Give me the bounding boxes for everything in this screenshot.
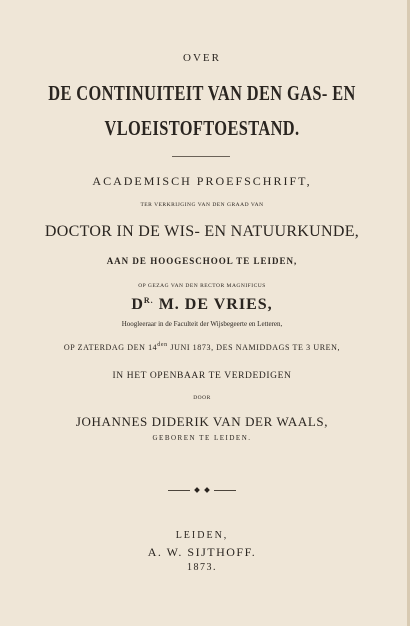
title-divider: [172, 156, 230, 157]
defense-line: IN HET OPENBAAR TE VERDEDIGEN: [112, 371, 292, 381]
defense-date: [0, 342, 404, 352]
ornament-line-right: [214, 490, 236, 491]
university: AAN DE HOOGESCHOOL TE LEIDEN,: [106, 256, 298, 266]
ornament-diamond-right: [204, 487, 210, 493]
authority: OP GEZAG VAN DEN RECTOR MAGNIFICUS: [138, 283, 266, 289]
ornament-divider: [0, 481, 404, 499]
imprint-city: LEIDEN,: [175, 530, 229, 541]
imprint-publisher: A. W. SIJTHOFF.: [147, 545, 257, 559]
rector-name: [0, 296, 404, 314]
title-over: OVER: [183, 52, 221, 64]
title-line-2: VLOEISTOFTOESTAND.: [104, 116, 300, 140]
title-line-1: DE CONTINUITEIT VAN DEN GAS- EN: [48, 81, 356, 105]
date-sup: den: [157, 342, 168, 348]
date-after: JUNI 1873, DES NAMIDDAGS TE 3 UREN,: [167, 343, 341, 352]
author-born: GEBOREN TE LEIDEN.: [152, 434, 252, 442]
author-name: JOHANNES DIDERIK VAN DER WAALS,: [75, 414, 329, 429]
rector-prefix-sup: R.: [143, 296, 154, 305]
academic-heading: ACADEMISCH PROEFSCHRIFT,: [92, 174, 312, 188]
date-before: OP ZATERDAG DEN 14: [63, 343, 158, 352]
defense-by: DOOR: [193, 395, 211, 401]
degree: DOCTOR IN DE WIS- EN NATUURKUNDE,: [44, 223, 360, 240]
imprint-year: 1873.: [187, 562, 217, 573]
ornament-line-left: [168, 490, 190, 491]
academic-purpose: TER VERKRIJGING VAN DEN GRAAD VAN: [140, 202, 264, 208]
rector-prefix: D: [131, 296, 144, 313]
rector-surname: M. DE VRIES,: [153, 296, 273, 313]
rector-position: Hoogleeraar in de Faculteit der Wijsbegeerte en Letteren,: [121, 320, 283, 328]
ornament-diamond-left: [194, 487, 200, 493]
